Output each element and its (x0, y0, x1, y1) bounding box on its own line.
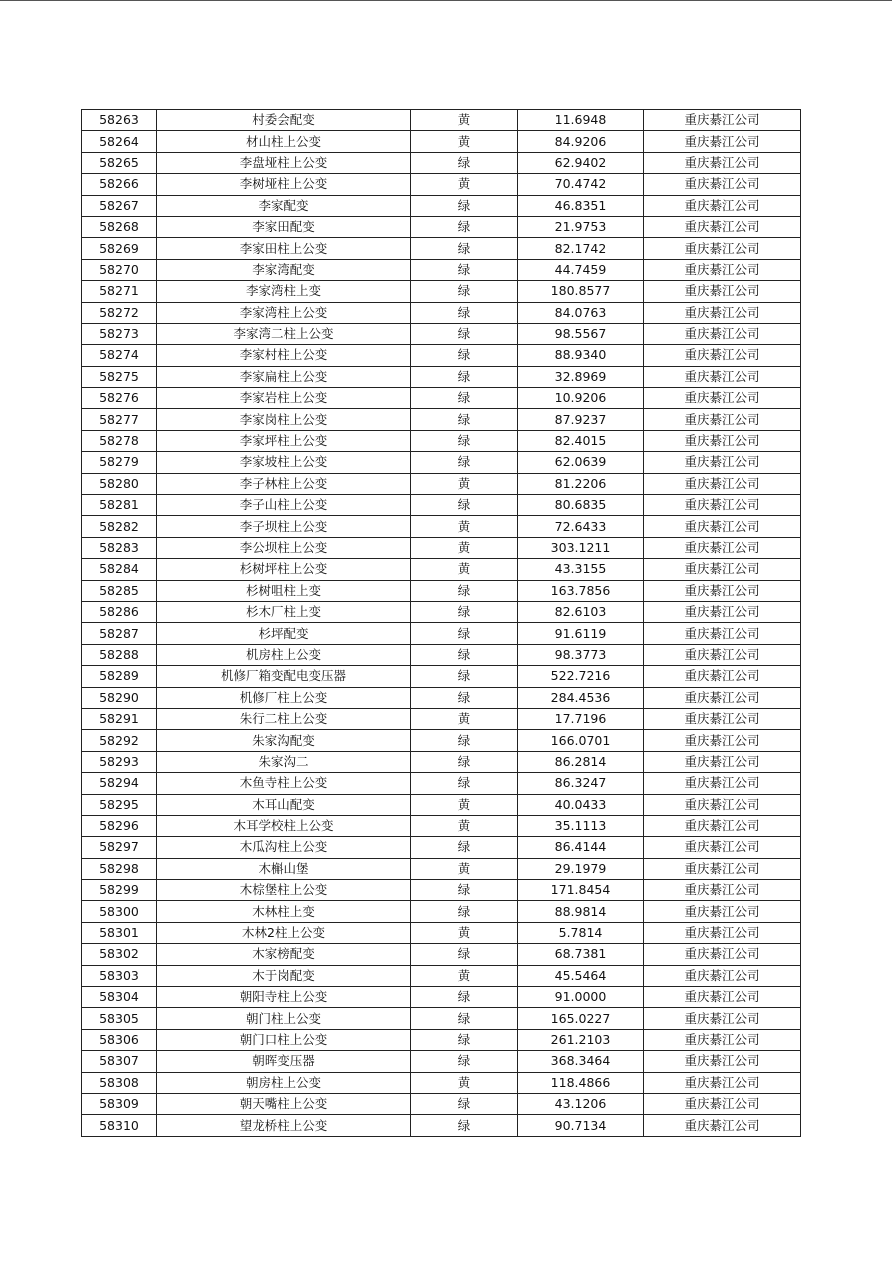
status-cell: 绿 (411, 495, 518, 516)
id-cell: 58302 (82, 944, 157, 965)
table-row (82, 1115, 801, 1136)
value-cell: 11.6948 (518, 110, 644, 131)
status-cell: 绿 (411, 281, 518, 302)
status-cell: 绿 (411, 601, 518, 622)
id-cell: 58291 (82, 708, 157, 729)
name-cell: 朝天嘴柱上公变 (157, 1093, 411, 1114)
value-cell: 40.0433 (518, 794, 644, 815)
value-cell: 32.8969 (518, 366, 644, 387)
company-cell: 重庆綦江公司 (644, 987, 801, 1008)
name-cell: 木林2柱上公变 (157, 922, 411, 943)
table-row (82, 1051, 801, 1072)
id-cell: 58294 (82, 773, 157, 794)
id-cell: 58285 (82, 580, 157, 601)
name-cell: 李家配变 (157, 195, 411, 216)
value-cell: 82.6103 (518, 601, 644, 622)
table-row (82, 302, 801, 323)
status-cell: 绿 (411, 987, 518, 1008)
company-cell: 重庆綦江公司 (644, 773, 801, 794)
company-cell: 重庆綦江公司 (644, 516, 801, 537)
id-cell: 58296 (82, 815, 157, 836)
status-cell: 黄 (411, 110, 518, 131)
name-cell: 木棕堡柱上公变 (157, 880, 411, 901)
status-cell: 绿 (411, 1008, 518, 1029)
status-cell: 绿 (411, 216, 518, 237)
value-cell: 43.3155 (518, 559, 644, 580)
table-row (82, 559, 801, 580)
table-row (82, 110, 801, 131)
status-cell: 绿 (411, 238, 518, 259)
table-row (82, 195, 801, 216)
status-cell: 黄 (411, 965, 518, 986)
name-cell: 木耳山配变 (157, 794, 411, 815)
value-cell: 72.6433 (518, 516, 644, 537)
company-cell: 重庆綦江公司 (644, 815, 801, 836)
status-cell: 绿 (411, 302, 518, 323)
company-cell: 重庆綦江公司 (644, 323, 801, 344)
name-cell: 杉树坪柱上公变 (157, 559, 411, 580)
table-row (82, 644, 801, 665)
table-row (82, 388, 801, 409)
name-cell: 朝晖变压器 (157, 1051, 411, 1072)
id-cell: 58274 (82, 345, 157, 366)
status-cell: 绿 (411, 1051, 518, 1072)
status-cell: 绿 (411, 323, 518, 344)
name-cell: 李家坪柱上公变 (157, 430, 411, 451)
status-cell: 绿 (411, 730, 518, 751)
value-cell: 90.7134 (518, 1115, 644, 1136)
value-cell: 46.8351 (518, 195, 644, 216)
name-cell: 望龙桥柱上公变 (157, 1115, 411, 1136)
table-row (82, 623, 801, 644)
status-cell: 黄 (411, 516, 518, 537)
name-cell: 木瓜沟柱上公变 (157, 837, 411, 858)
status-cell: 绿 (411, 901, 518, 922)
status-cell: 黄 (411, 922, 518, 943)
company-cell: 重庆綦江公司 (644, 302, 801, 323)
name-cell: 杉树咀柱上变 (157, 580, 411, 601)
status-cell: 绿 (411, 837, 518, 858)
value-cell: 43.1206 (518, 1093, 644, 1114)
id-cell: 58280 (82, 473, 157, 494)
table-row (82, 152, 801, 173)
company-cell: 重庆綦江公司 (644, 195, 801, 216)
value-cell: 70.4742 (518, 174, 644, 195)
name-cell: 木家榜配变 (157, 944, 411, 965)
value-cell: 10.9206 (518, 388, 644, 409)
status-cell: 绿 (411, 944, 518, 965)
status-cell: 绿 (411, 452, 518, 473)
value-cell: 87.9237 (518, 409, 644, 430)
company-cell: 重庆綦江公司 (644, 730, 801, 751)
id-cell: 58283 (82, 537, 157, 558)
company-cell: 重庆綦江公司 (644, 880, 801, 901)
name-cell: 李家田柱上公变 (157, 238, 411, 259)
status-cell: 绿 (411, 430, 518, 451)
company-cell: 重庆綦江公司 (644, 687, 801, 708)
id-cell: 58295 (82, 794, 157, 815)
value-cell: 163.7856 (518, 580, 644, 601)
id-cell: 58290 (82, 687, 157, 708)
value-cell: 62.9402 (518, 152, 644, 173)
id-cell: 58310 (82, 1115, 157, 1136)
value-cell: 35.1113 (518, 815, 644, 836)
company-cell: 重庆綦江公司 (644, 1051, 801, 1072)
value-cell: 21.9753 (518, 216, 644, 237)
status-cell: 黄 (411, 815, 518, 836)
company-cell: 重庆綦江公司 (644, 238, 801, 259)
company-cell: 重庆綦江公司 (644, 666, 801, 687)
name-cell: 朱家沟二 (157, 751, 411, 772)
company-cell: 重庆綦江公司 (644, 922, 801, 943)
name-cell: 朝门柱上公变 (157, 1008, 411, 1029)
id-cell: 58292 (82, 730, 157, 751)
company-cell: 重庆綦江公司 (644, 174, 801, 195)
name-cell: 李家岗柱上公变 (157, 409, 411, 430)
id-cell: 58272 (82, 302, 157, 323)
name-cell: 李家坡柱上公变 (157, 452, 411, 473)
value-cell: 80.6835 (518, 495, 644, 516)
table-row (82, 452, 801, 473)
table-row (82, 1072, 801, 1093)
table-row (82, 580, 801, 601)
id-cell: 58263 (82, 110, 157, 131)
name-cell: 李家湾配变 (157, 259, 411, 280)
company-cell: 重庆綦江公司 (644, 452, 801, 473)
id-cell: 58264 (82, 131, 157, 152)
table-row (82, 345, 801, 366)
id-cell: 58288 (82, 644, 157, 665)
id-cell: 58268 (82, 216, 157, 237)
name-cell: 李家湾柱上公变 (157, 302, 411, 323)
table-row (82, 281, 801, 302)
table-row (82, 815, 801, 836)
table-row (82, 131, 801, 152)
value-cell: 86.2814 (518, 751, 644, 772)
status-cell: 绿 (411, 687, 518, 708)
value-cell: 45.5464 (518, 965, 644, 986)
table-row (82, 1029, 801, 1050)
table-row (82, 216, 801, 237)
id-cell: 58309 (82, 1093, 157, 1114)
table-row (82, 1093, 801, 1114)
value-cell: 5.7814 (518, 922, 644, 943)
table-row (82, 880, 801, 901)
company-cell: 重庆綦江公司 (644, 1008, 801, 1029)
value-cell: 165.0227 (518, 1008, 644, 1029)
id-cell: 58297 (82, 837, 157, 858)
name-cell: 村委会配变 (157, 110, 411, 131)
company-cell: 重庆綦江公司 (644, 409, 801, 430)
company-cell: 重庆綦江公司 (644, 110, 801, 131)
id-cell: 58278 (82, 430, 157, 451)
id-cell: 58284 (82, 559, 157, 580)
value-cell: 82.1742 (518, 238, 644, 259)
name-cell: 李家湾柱上变 (157, 281, 411, 302)
table-row (82, 323, 801, 344)
id-cell: 58265 (82, 152, 157, 173)
name-cell: 李子山柱上公变 (157, 495, 411, 516)
name-cell: 木于岗配变 (157, 965, 411, 986)
table-row (82, 987, 801, 1008)
status-cell: 绿 (411, 751, 518, 772)
table-row (82, 858, 801, 879)
company-cell: 重庆綦江公司 (644, 259, 801, 280)
value-cell: 68.7381 (518, 944, 644, 965)
name-cell: 朝房柱上公变 (157, 1072, 411, 1093)
id-cell: 58299 (82, 880, 157, 901)
company-cell: 重庆綦江公司 (644, 1093, 801, 1114)
name-cell: 李家湾二柱上公变 (157, 323, 411, 344)
name-cell: 朝阳寺柱上公变 (157, 987, 411, 1008)
id-cell: 58275 (82, 366, 157, 387)
company-cell: 重庆綦江公司 (644, 281, 801, 302)
table-row (82, 687, 801, 708)
table-row (82, 708, 801, 729)
id-cell: 58276 (82, 388, 157, 409)
id-cell: 58269 (82, 238, 157, 259)
name-cell: 李家扁柱上公变 (157, 366, 411, 387)
company-cell: 重庆綦江公司 (644, 1115, 801, 1136)
name-cell: 李盘垭柱上公变 (157, 152, 411, 173)
company-cell: 重庆綦江公司 (644, 837, 801, 858)
id-cell: 58287 (82, 623, 157, 644)
status-cell: 黄 (411, 559, 518, 580)
status-cell: 黄 (411, 1072, 518, 1093)
name-cell: 材山柱上公变 (157, 131, 411, 152)
company-cell: 重庆綦江公司 (644, 430, 801, 451)
id-cell: 58303 (82, 965, 157, 986)
company-cell: 重庆綦江公司 (644, 708, 801, 729)
value-cell: 98.3773 (518, 644, 644, 665)
value-cell: 84.0763 (518, 302, 644, 323)
name-cell: 机修厂柱上公变 (157, 687, 411, 708)
company-cell: 重庆綦江公司 (644, 580, 801, 601)
name-cell: 朱家沟配变 (157, 730, 411, 751)
status-cell: 绿 (411, 259, 518, 280)
value-cell: 88.9814 (518, 901, 644, 922)
table-row (82, 730, 801, 751)
data-table (81, 109, 801, 1137)
company-cell: 重庆綦江公司 (644, 901, 801, 922)
table-row (82, 238, 801, 259)
status-cell: 绿 (411, 152, 518, 173)
company-cell: 重庆綦江公司 (644, 644, 801, 665)
name-cell: 机房柱上公变 (157, 644, 411, 665)
status-cell: 绿 (411, 880, 518, 901)
company-cell: 重庆綦江公司 (644, 473, 801, 494)
name-cell: 李子坝柱上公变 (157, 516, 411, 537)
company-cell: 重庆綦江公司 (644, 495, 801, 516)
table-row (82, 944, 801, 965)
status-cell: 黄 (411, 537, 518, 558)
value-cell: 171.8454 (518, 880, 644, 901)
value-cell: 29.1979 (518, 858, 644, 879)
table-row (82, 409, 801, 430)
company-cell: 重庆綦江公司 (644, 388, 801, 409)
status-cell: 绿 (411, 623, 518, 644)
id-cell: 58293 (82, 751, 157, 772)
status-cell: 绿 (411, 1029, 518, 1050)
value-cell: 62.0639 (518, 452, 644, 473)
id-cell: 58304 (82, 987, 157, 1008)
company-cell: 重庆綦江公司 (644, 559, 801, 580)
id-cell: 58267 (82, 195, 157, 216)
table-row (82, 1008, 801, 1029)
status-cell: 绿 (411, 409, 518, 430)
company-cell: 重庆綦江公司 (644, 858, 801, 879)
status-cell: 绿 (411, 366, 518, 387)
value-cell: 368.3464 (518, 1051, 644, 1072)
id-cell: 58282 (82, 516, 157, 537)
id-cell: 58279 (82, 452, 157, 473)
id-cell: 58301 (82, 922, 157, 943)
value-cell: 522.7216 (518, 666, 644, 687)
company-cell: 重庆綦江公司 (644, 794, 801, 815)
name-cell: 李公坝柱上公变 (157, 537, 411, 558)
value-cell: 180.8577 (518, 281, 644, 302)
status-cell: 绿 (411, 773, 518, 794)
id-cell: 58271 (82, 281, 157, 302)
company-cell: 重庆綦江公司 (644, 944, 801, 965)
value-cell: 91.6119 (518, 623, 644, 644)
id-cell: 58281 (82, 495, 157, 516)
table-row (82, 259, 801, 280)
value-cell: 88.9340 (518, 345, 644, 366)
name-cell: 木耳学校柱上公变 (157, 815, 411, 836)
company-cell: 重庆綦江公司 (644, 601, 801, 622)
status-cell: 绿 (411, 580, 518, 601)
status-cell: 黄 (411, 708, 518, 729)
table-row (82, 601, 801, 622)
id-cell: 58305 (82, 1008, 157, 1029)
company-cell: 重庆綦江公司 (644, 152, 801, 173)
name-cell: 杉坪配变 (157, 623, 411, 644)
status-cell: 绿 (411, 1115, 518, 1136)
value-cell: 261.2103 (518, 1029, 644, 1050)
table-row (82, 773, 801, 794)
table-body (82, 110, 801, 1137)
name-cell: 李子林柱上公变 (157, 473, 411, 494)
table-row (82, 366, 801, 387)
status-cell: 绿 (411, 195, 518, 216)
table-row (82, 837, 801, 858)
value-cell: 303.1211 (518, 537, 644, 558)
value-cell: 118.4866 (518, 1072, 644, 1093)
table-row (82, 666, 801, 687)
table-row (82, 922, 801, 943)
table-row (82, 174, 801, 195)
name-cell: 李家田配变 (157, 216, 411, 237)
value-cell: 86.3247 (518, 773, 644, 794)
value-cell: 84.9206 (518, 131, 644, 152)
name-cell: 木槲山堡 (157, 858, 411, 879)
company-cell: 重庆綦江公司 (644, 537, 801, 558)
value-cell: 98.5567 (518, 323, 644, 344)
status-cell: 绿 (411, 666, 518, 687)
status-cell: 黄 (411, 174, 518, 195)
value-cell: 91.0000 (518, 987, 644, 1008)
name-cell: 木林柱上变 (157, 901, 411, 922)
status-cell: 黄 (411, 794, 518, 815)
value-cell: 166.0701 (518, 730, 644, 751)
table-row (82, 537, 801, 558)
value-cell: 17.7196 (518, 708, 644, 729)
status-cell: 绿 (411, 644, 518, 665)
value-cell: 86.4144 (518, 837, 644, 858)
name-cell: 李家岩柱上公变 (157, 388, 411, 409)
status-cell: 绿 (411, 388, 518, 409)
status-cell: 绿 (411, 1093, 518, 1114)
company-cell: 重庆綦江公司 (644, 751, 801, 772)
status-cell: 黄 (411, 473, 518, 494)
id-cell: 58289 (82, 666, 157, 687)
id-cell: 58266 (82, 174, 157, 195)
company-cell: 重庆綦江公司 (644, 131, 801, 152)
status-cell: 绿 (411, 345, 518, 366)
name-cell: 朱行二柱上公变 (157, 708, 411, 729)
id-cell: 58300 (82, 901, 157, 922)
company-cell: 重庆綦江公司 (644, 1029, 801, 1050)
id-cell: 58273 (82, 323, 157, 344)
company-cell: 重庆綦江公司 (644, 623, 801, 644)
id-cell: 58298 (82, 858, 157, 879)
name-cell: 杉木厂柱上变 (157, 601, 411, 622)
status-cell: 黄 (411, 858, 518, 879)
company-cell: 重庆綦江公司 (644, 345, 801, 366)
table-row (82, 495, 801, 516)
company-cell: 重庆綦江公司 (644, 1072, 801, 1093)
id-cell: 58270 (82, 259, 157, 280)
name-cell: 李家村柱上公变 (157, 345, 411, 366)
status-cell: 黄 (411, 131, 518, 152)
company-cell: 重庆綦江公司 (644, 965, 801, 986)
value-cell: 81.2206 (518, 473, 644, 494)
table-row (82, 430, 801, 451)
table-row (82, 901, 801, 922)
value-cell: 284.4536 (518, 687, 644, 708)
id-cell: 58307 (82, 1051, 157, 1072)
company-cell: 重庆綦江公司 (644, 216, 801, 237)
id-cell: 58306 (82, 1029, 157, 1050)
value-cell: 44.7459 (518, 259, 644, 280)
name-cell: 机修厂箱变配电变压器 (157, 666, 411, 687)
id-cell: 58277 (82, 409, 157, 430)
id-cell: 58286 (82, 601, 157, 622)
table-row (82, 794, 801, 815)
table-row (82, 965, 801, 986)
company-cell: 重庆綦江公司 (644, 366, 801, 387)
table-row (82, 473, 801, 494)
name-cell: 木鱼寺柱上公变 (157, 773, 411, 794)
id-cell: 58308 (82, 1072, 157, 1093)
name-cell: 李树垭柱上公变 (157, 174, 411, 195)
table-row (82, 751, 801, 772)
value-cell: 82.4015 (518, 430, 644, 451)
name-cell: 朝门口柱上公变 (157, 1029, 411, 1050)
table-row (82, 516, 801, 537)
